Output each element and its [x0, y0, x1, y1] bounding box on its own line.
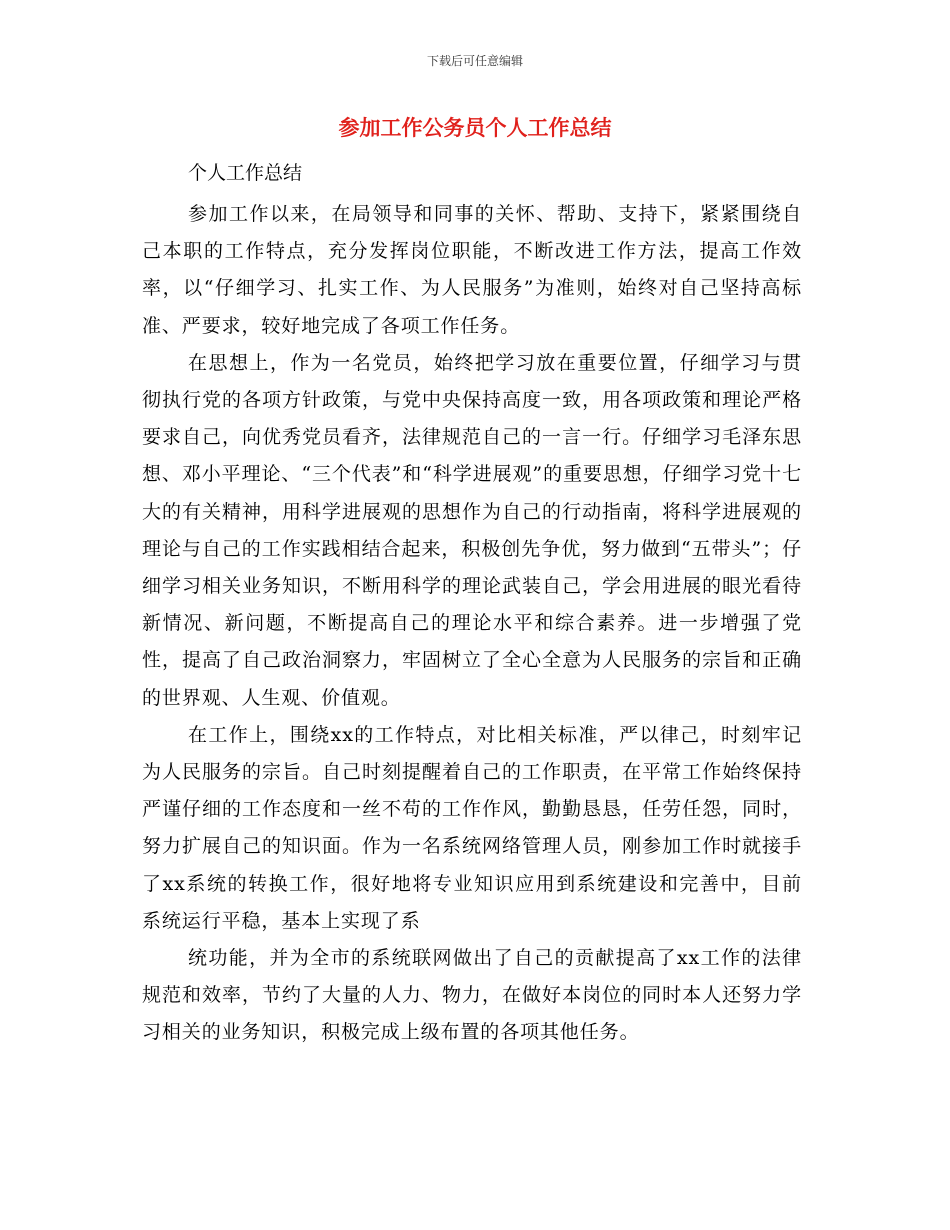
page-header-note: 下载后可任意编辑 — [426, 54, 523, 68]
paragraph-ideology: 在思想上，作为一名党员，始终把学习放在重要位置，仔细学习与贯彻执行党的各项方针政策，与党中央保持高度一致，用各项政策和理论严格要求自己，向优秀党员看齐，法律规范自己的一言一行。仔细学习毛泽东思想、邓小平理论、“三个代表”和“科学进展观”的重要思想，仔细学习党十七大的有关精神，用科学进展观的思想作为自己的行动指南，将科学进展观的理论与自己的工作实践相结合起来，积极创先争优，努力做到“五带头”；仔细学习相关业务知识，不断用科学的理论武装自己，学会用进展的眼光看待新情况、新问题，不断提高自己的理论水平和综合素养。进一步增强了党性，提高了自己政治洞察力，牢固树立了全心全意为人民服务的宗旨和正确的世界观、人生观、价值观。 — [142, 351, 802, 709]
document-subheading: 个人工作总结 — [188, 162, 303, 184]
paragraph-intro: 参加工作以来，在局领导和同事的关怀、帮助、支持下，紧紧围绕自己本职的工作特点，充分发挥岗位职能，不断改进工作方法，提高工作效率，以“仔细学习、扎实工作、为人民服务”为准则，始终对自己坚持高标准、严要求，较好地完成了各项工作任务。 — [142, 203, 802, 337]
document-body — [142, 196, 802, 1052]
paragraph-work: 在工作上，围绕xx的工作特点，对比相关标准，严以律己，时刻牢记为人民服务的宗旨。自己时刻提醒着自己的工作职责，在平常工作始终保持严谨仔细的工作态度和一丝不苟的工作作风，勤勤恳恳，任劳任怨，同时，努力扩展自己的知识面。作为一名系统网络管理人员，刚参加工作时就接手了xx系统的转换工作，很好地将专业知识应用到系统建设和完善中，目前系统运行平稳，基本上实现了系 — [142, 723, 802, 932]
paragraph-system-function: 统功能，并为全市的系统联网做出了自己的贡献提高了xx工作的法律规范和效率，节约了大量的人力、物力，在做好本岗位的同时本人还努力学习相关的业务知识，积极完成上级布置的各项其他任务。 — [142, 947, 802, 1044]
document-title: 参加工作公务员个人工作总结 — [338, 116, 612, 140]
